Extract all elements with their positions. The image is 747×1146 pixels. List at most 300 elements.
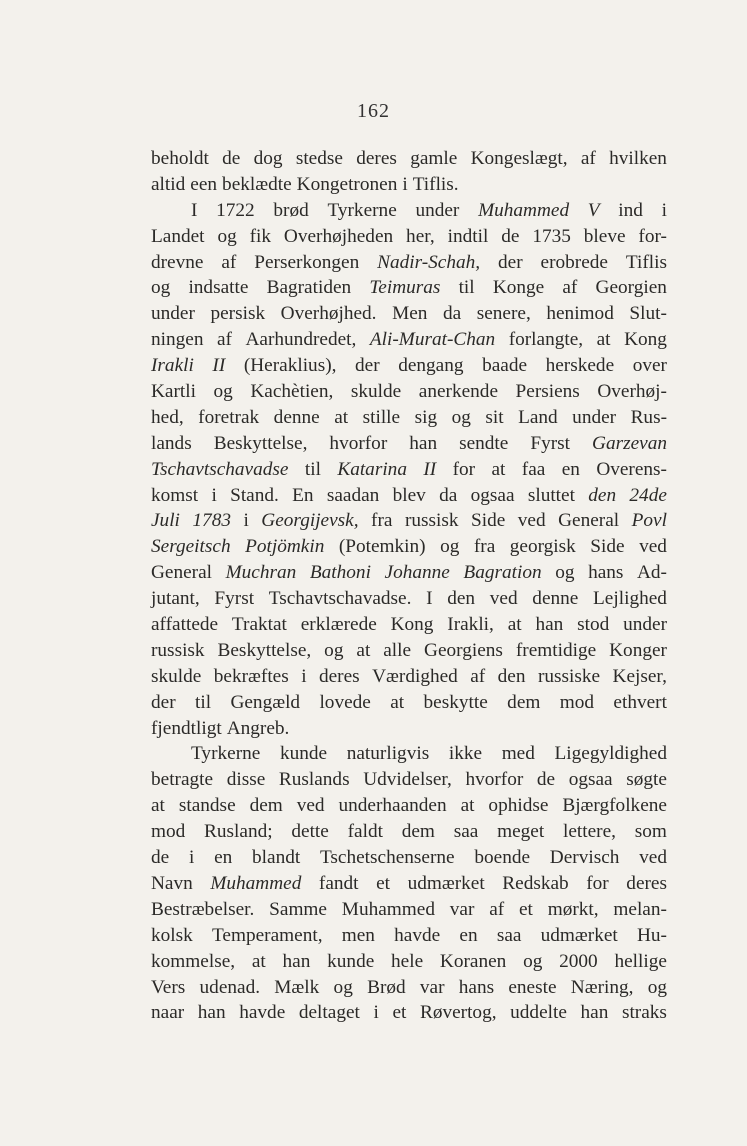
word: Johanne — [384, 562, 450, 584]
word: han — [282, 950, 311, 972]
word: Overhøjhed. — [280, 303, 377, 325]
word: og — [451, 406, 471, 428]
word: forlangte, — [508, 329, 584, 351]
word: og — [555, 562, 575, 584]
word: et — [518, 898, 533, 920]
word: melan- — [613, 898, 667, 920]
word: og — [324, 639, 344, 661]
word: og — [333, 976, 353, 998]
word: hellige — [614, 950, 667, 972]
word: mod — [559, 691, 595, 713]
word: søgte — [626, 769, 667, 791]
word: gamle — [410, 148, 458, 169]
word: stod — [577, 614, 610, 636]
word: (Potemkin) — [338, 536, 426, 558]
word: saadan — [326, 484, 380, 506]
word: i — [402, 173, 408, 195]
word: under — [623, 614, 667, 636]
word: hele — [391, 950, 424, 972]
word: denne — [532, 588, 579, 610]
word: et — [376, 872, 391, 894]
word: saa — [496, 924, 522, 946]
text-line — [151, 975, 667, 1001]
word: eneste — [508, 976, 557, 998]
word: ophidse — [488, 795, 549, 817]
text-line — [151, 716, 667, 742]
word: Side — [471, 510, 506, 532]
word: Værdighed — [372, 665, 458, 687]
word: de — [501, 225, 520, 247]
word: een — [190, 173, 218, 195]
word: Povl — [631, 510, 667, 532]
word: Kongeslægt, — [470, 148, 568, 169]
word: dem — [249, 795, 283, 817]
text-line — [151, 638, 667, 664]
word: II — [423, 458, 437, 480]
word: drevne — [151, 251, 204, 273]
word: kommelse, — [151, 950, 236, 972]
word: indsatte — [188, 277, 249, 299]
word: dem — [507, 691, 541, 713]
word: Muchran — [225, 562, 297, 584]
word: de — [222, 148, 241, 169]
word: Teimuras — [369, 277, 441, 299]
word: men — [341, 924, 375, 946]
word: at — [151, 795, 165, 817]
word: og — [213, 381, 233, 403]
word: Hu- — [636, 924, 667, 946]
word: 1783 — [192, 510, 231, 532]
word: Næring, — [570, 976, 634, 998]
word: foretrak — [198, 406, 260, 428]
word: russisk — [151, 639, 205, 661]
word: at — [334, 406, 349, 428]
word: underhaanden — [338, 795, 447, 817]
word: Beskyttelse, — [213, 432, 308, 454]
word: af — [580, 148, 596, 169]
word: Mælk — [274, 976, 320, 998]
word: og — [647, 976, 667, 998]
word: faldt — [347, 821, 383, 843]
word: II — [212, 355, 226, 377]
word: Lejlighed — [593, 588, 667, 610]
word: 1735 — [532, 225, 571, 247]
text-line — [151, 871, 667, 897]
word: Overens- — [596, 458, 667, 480]
word: russisk — [404, 510, 459, 532]
word: der — [498, 251, 523, 273]
word: kunde — [279, 743, 328, 765]
word: komst — [151, 484, 199, 506]
word: Georgijevsk, — [261, 510, 359, 532]
body-text — [151, 146, 667, 1026]
text-line — [151, 923, 667, 949]
word: Nadir-Schah, — [377, 251, 481, 273]
word: Tschetschenserne — [319, 847, 455, 869]
word: bekræftes — [213, 665, 289, 687]
word: (Heraklius), — [243, 355, 337, 377]
word: jutant, — [151, 588, 200, 610]
word: ogsaa — [568, 769, 613, 791]
word: 1722 — [216, 199, 255, 221]
word: deres — [318, 665, 360, 687]
word: Kongetronen — [296, 173, 398, 195]
word: Beskyttelse, — [217, 639, 312, 661]
word: Gengæld — [230, 691, 301, 713]
word: 2000 — [559, 950, 598, 972]
word: Muhammed — [341, 898, 435, 920]
word: Perserkongen — [254, 251, 360, 273]
word: Redskab — [502, 872, 569, 894]
word: at — [460, 795, 475, 817]
word: kolsk — [151, 924, 193, 946]
word: Kartli — [151, 381, 196, 403]
word: ved — [639, 536, 667, 558]
word: Samme — [269, 898, 327, 920]
word: Rusland; — [204, 821, 273, 843]
text-line — [151, 845, 667, 871]
word: ethvert — [613, 691, 667, 713]
word: var — [449, 898, 475, 920]
word: Sergeitsch — [151, 536, 231, 558]
word: stedse — [295, 148, 343, 169]
word: dog — [253, 148, 283, 169]
word: hans — [458, 976, 495, 998]
word: fremtidige — [515, 639, 597, 661]
word: erklærede — [300, 614, 377, 636]
word: I — [191, 199, 198, 221]
word: til — [304, 458, 321, 480]
word: Ad- — [636, 562, 667, 584]
word: dengang — [398, 355, 464, 377]
word: Slut- — [629, 303, 667, 325]
text-line — [151, 560, 667, 586]
word: Overhøjheden — [283, 225, 394, 247]
word: ved — [639, 847, 667, 869]
word: til — [458, 277, 475, 299]
word: Landet — [151, 225, 205, 247]
word: deltaget — [298, 1002, 360, 1024]
text-line — [151, 353, 667, 379]
word: den — [588, 484, 617, 506]
word: Stand. — [230, 484, 279, 506]
word: dem — [401, 821, 435, 843]
word: Tschavtschavadse. — [268, 588, 412, 610]
word: mod — [151, 821, 186, 843]
word: under — [572, 406, 617, 428]
word: dette — [291, 821, 329, 843]
word: bleve — [583, 225, 626, 247]
text-line — [151, 431, 667, 457]
text-line — [151, 586, 667, 612]
word: Georgiens — [424, 639, 503, 661]
word: han — [409, 432, 438, 454]
word: og — [217, 225, 237, 247]
word: en — [561, 458, 580, 480]
word: fra — [473, 536, 496, 558]
word: fra — [371, 510, 393, 532]
word: boende — [474, 847, 531, 869]
word: Kong — [390, 614, 434, 636]
word: i — [301, 665, 307, 687]
word: udmærket — [540, 924, 618, 946]
word: en — [459, 924, 478, 946]
word: ogsaa — [470, 484, 515, 506]
word: hvilken — [609, 148, 667, 169]
text-line — [151, 327, 667, 353]
word: 24de — [629, 484, 667, 506]
word: og — [523, 950, 543, 972]
word: ved — [517, 510, 546, 532]
word: Tiflis. — [412, 173, 459, 195]
word: skulde — [151, 665, 202, 687]
word: af — [562, 277, 578, 299]
word: for — [452, 458, 476, 480]
word: og — [151, 277, 171, 299]
text-line — [151, 612, 667, 638]
word: alle — [383, 639, 412, 661]
word: Rus- — [630, 406, 667, 428]
word: Kong — [624, 329, 667, 351]
text-line — [151, 301, 667, 327]
word: persisk — [210, 303, 266, 325]
word: Ruslands — [278, 769, 350, 791]
word: en — [214, 847, 233, 869]
word: fik — [249, 225, 272, 247]
text-line — [151, 508, 667, 534]
word: En — [292, 484, 314, 506]
word: havde — [394, 924, 441, 946]
word: herskede — [545, 355, 615, 377]
word: sit — [485, 406, 504, 428]
word: og — [440, 536, 460, 558]
word: henimod — [546, 303, 614, 325]
text-line — [151, 819, 667, 845]
word: V — [587, 199, 600, 221]
word: ved — [489, 588, 518, 610]
word: Potjömkin — [245, 536, 325, 558]
word: kunde — [327, 950, 375, 972]
word: straks — [621, 1002, 667, 1024]
word: Kejser, — [612, 665, 667, 687]
word: sluttet — [527, 484, 575, 506]
word: Tiflis — [625, 251, 667, 273]
word: blev — [392, 484, 426, 506]
word: Brød — [367, 976, 406, 998]
word: Bathoni — [309, 562, 371, 584]
word: Bagratiden — [266, 277, 352, 299]
text-line — [151, 146, 667, 172]
word: her, — [406, 225, 435, 247]
word: Røvertog, — [419, 1002, 497, 1024]
text-line — [151, 457, 667, 483]
word: Overhøj- — [597, 381, 667, 403]
word: deres — [626, 872, 667, 894]
word: under — [151, 303, 195, 325]
word: standse — [178, 795, 236, 817]
word: som — [634, 821, 667, 843]
word: skulde — [350, 381, 402, 403]
word: mørkt, — [547, 898, 599, 920]
text-line — [151, 664, 667, 690]
word: ind — [618, 199, 643, 221]
word: sendte — [459, 432, 509, 454]
word: hed, — [151, 406, 184, 428]
word: Konge — [492, 277, 545, 299]
word: blandt — [252, 847, 301, 869]
word: Katarina — [337, 458, 407, 480]
text-line — [151, 741, 667, 767]
word: Tyrkerne — [191, 743, 261, 765]
word: Aarhundredet, — [245, 329, 357, 351]
word: der — [355, 355, 380, 377]
word: Persiens — [515, 381, 580, 403]
word: senere, — [476, 303, 531, 325]
word: Ligegyldighed — [554, 743, 667, 765]
text-line — [151, 405, 667, 431]
word: meget — [497, 821, 545, 843]
word: altid — [151, 173, 186, 195]
word: I — [426, 588, 433, 610]
word: anerkende — [418, 381, 498, 403]
word: Udvidelser, — [363, 769, 452, 791]
word: fandt — [318, 872, 359, 894]
word: Garzevan — [592, 432, 667, 454]
word: i — [211, 484, 217, 506]
text-line — [151, 897, 667, 923]
word: Muhammed — [210, 872, 302, 894]
text-line — [151, 250, 667, 276]
text-line — [151, 483, 667, 509]
word: hvorfor — [465, 769, 524, 791]
word: disse — [226, 769, 266, 791]
word: sig — [414, 406, 438, 428]
text-line — [151, 198, 667, 224]
word: naturligvis — [346, 743, 430, 765]
text-line — [151, 534, 667, 560]
word: Temperament, — [212, 924, 323, 946]
word: stille — [362, 406, 401, 428]
word: han — [580, 1002, 609, 1024]
word: med — [501, 743, 535, 765]
word: Land — [518, 406, 558, 428]
word: naar — [151, 1002, 185, 1024]
text-line — [151, 224, 667, 250]
word: faa — [521, 458, 546, 480]
word: Irakli — [151, 355, 194, 377]
word: Kachètien, — [250, 381, 334, 403]
word: uddelte — [510, 1002, 567, 1024]
word: Bestræbelser. — [151, 898, 255, 920]
word: hvorfor — [329, 432, 388, 454]
word: Side — [590, 536, 625, 558]
word: i — [243, 510, 249, 532]
word: Georgien — [595, 277, 667, 299]
text-line — [151, 1000, 667, 1026]
word: de — [151, 847, 170, 869]
word: da — [439, 484, 458, 506]
word: General — [558, 510, 620, 532]
word: Dervisch — [549, 847, 620, 869]
word: Fyrst — [214, 588, 255, 610]
text-line — [151, 767, 667, 793]
word: Navn — [151, 872, 193, 894]
word: Bagration — [463, 562, 542, 584]
word: Angreb. — [226, 717, 290, 739]
word: georgisk — [509, 536, 576, 558]
word: da — [442, 303, 462, 325]
word: over — [632, 355, 667, 377]
word: i — [188, 847, 195, 869]
text-line — [151, 793, 667, 819]
word: han — [535, 614, 564, 636]
word: ningen — [151, 329, 204, 351]
word: Tyrkerne — [327, 199, 397, 221]
word: udenad. — [199, 976, 261, 998]
word: affattede — [151, 614, 219, 636]
word: beklædte — [222, 173, 292, 195]
word: at — [251, 950, 266, 972]
word: baade — [482, 355, 528, 377]
word: lovede — [319, 691, 371, 713]
word: af — [217, 329, 232, 351]
word: Traktat — [231, 614, 287, 636]
word: ved — [296, 795, 325, 817]
word: hans — [588, 562, 624, 584]
word: for — [586, 872, 609, 894]
word: var — [419, 976, 445, 998]
text-line — [151, 275, 667, 301]
word: saa — [453, 821, 479, 843]
word: at — [356, 639, 371, 661]
word: at — [390, 691, 405, 713]
word: ikke — [448, 743, 483, 765]
word: til — [195, 691, 212, 713]
word: lettere, — [562, 821, 616, 843]
word: havde — [239, 1002, 286, 1024]
word: lands — [151, 432, 192, 454]
word: Konger — [609, 639, 667, 661]
page-number: 162 — [357, 100, 390, 122]
word: de — [536, 769, 556, 791]
word: Men — [392, 303, 428, 325]
word: beholdt — [151, 148, 209, 169]
word: Irakli, — [447, 614, 494, 636]
word: brød — [273, 199, 309, 221]
word: af — [221, 251, 237, 273]
word: denne — [273, 406, 320, 428]
text-line — [151, 172, 667, 198]
word: Koranen — [439, 950, 507, 972]
word: betragte — [151, 769, 214, 791]
word: at — [507, 614, 522, 636]
text-line — [151, 379, 667, 405]
word: Juli — [151, 510, 180, 532]
word: indtil — [447, 225, 489, 247]
word: Ali-Murat-Chan — [369, 329, 496, 351]
word: i — [373, 1002, 379, 1024]
word: af — [470, 665, 486, 687]
word: at — [596, 329, 611, 351]
word: Fyrst — [530, 432, 571, 454]
word: erobrede — [540, 251, 608, 273]
word: at — [491, 458, 506, 480]
word: russiske — [537, 665, 601, 687]
word: et — [392, 1002, 407, 1024]
word: Tschavtschavadse — [151, 458, 289, 480]
word: den — [447, 588, 476, 610]
word: udmærket — [407, 872, 485, 894]
